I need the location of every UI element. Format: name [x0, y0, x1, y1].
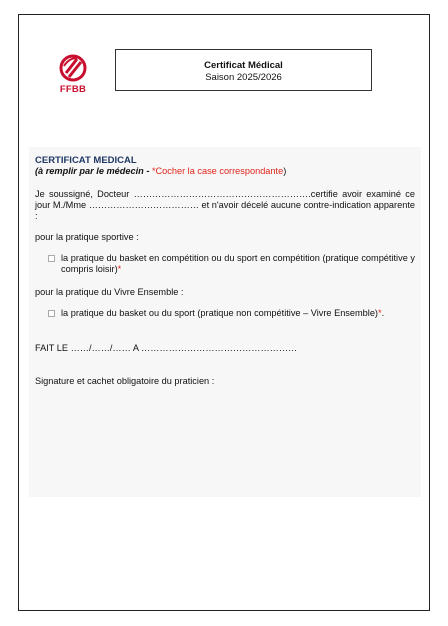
- option-vivre-end: .: [381, 308, 385, 318]
- section-title: CERTIFICAT MEDICAL: [35, 155, 137, 166]
- section-subtitle: [35, 166, 415, 177]
- subtitle-prefix: (à remplir par le médecin -: [35, 166, 152, 176]
- title-box: [115, 49, 372, 91]
- option-competition-label: la pratique du basket en compétition ou du sport en compétition (pratique compétitive y compris loisir): [61, 253, 415, 274]
- option-vivre-ensemble: [35, 308, 415, 319]
- option-vivre-mark: *: [377, 308, 382, 318]
- basketball-logo-icon: [57, 53, 89, 83]
- option-vivre-label: la pratique du basket ou du sport (pratique non compétitive – Vivre Ensemble): [61, 308, 378, 318]
- vivre-ensemble-checkbox[interactable]: [48, 310, 55, 317]
- certificate-page: [18, 14, 430, 611]
- option-competition-mark: *: [117, 264, 122, 274]
- vivre-intro: pour la pratique du Vivre Ensemble :: [35, 287, 184, 297]
- certificate-form: [29, 147, 421, 497]
- sport-intro: pour la pratique sportive :: [35, 232, 139, 242]
- certify-paragraph: Je soussigné, Docteur ………………………………………………….certifie avoir examiné ce jour M./Mme ……………………………… et n'avoir décelé aucune contre-indication apparente :: [35, 189, 415, 221]
- fait-le-line: FAIT LE ……/……/…… A ……………………………………………: [35, 343, 298, 353]
- competition-checkbox[interactable]: [48, 255, 55, 262]
- signature-label: Signature et cachet obligatoire du praticien :: [35, 376, 215, 386]
- subtitle-instruction: *Cocher la case correspondante: [151, 166, 284, 176]
- ffbb-logo: [57, 53, 89, 109]
- logo-text: FFBB: [59, 84, 87, 95]
- option-competition: [35, 253, 415, 275]
- document-title: Certificat Médical: [204, 60, 283, 71]
- season-label: Saison 2025/2026: [205, 72, 282, 83]
- subtitle-suffix: ): [283, 166, 287, 176]
